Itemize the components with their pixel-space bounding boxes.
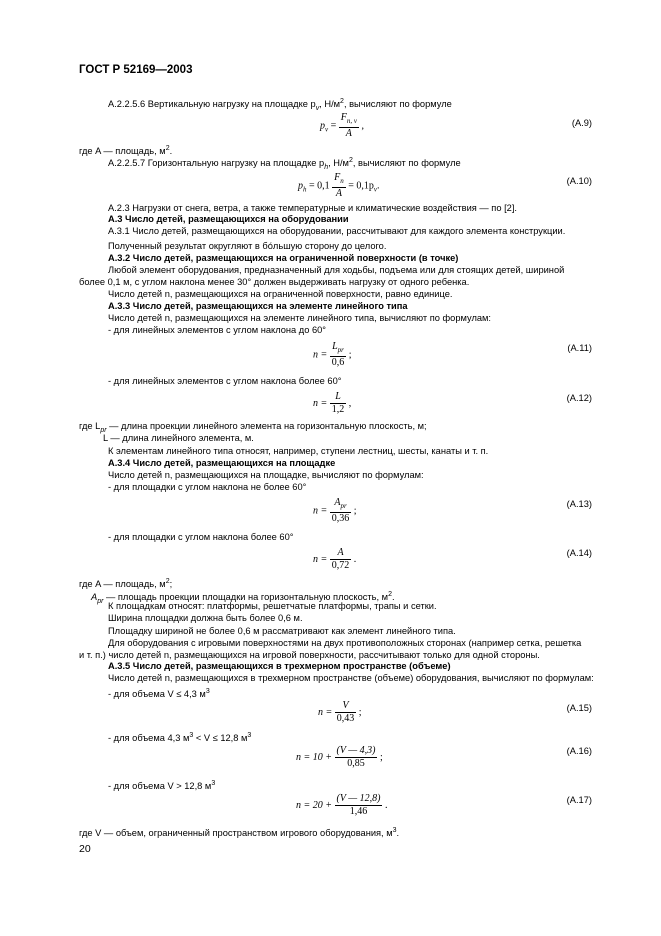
equation-number: (А.11) xyxy=(567,343,592,353)
list-item-volume-small: - для объема V ≤ 4,3 $м^3$ xyxy=(108,688,210,700)
formula-a16: n = 10 + $\frac{(V — 4,3)}{0,85}$ ; xyxy=(296,745,383,769)
list-item-platform-over-60: - для площадки с углом наклона более 60° xyxy=(108,532,294,542)
equation-number: (А.17) xyxy=(566,795,592,805)
equation-number: (А.16) xyxy=(566,746,592,756)
definition-lpr: где $L_{pr}$ — длина проекции линейного элемента на горизонтальную плоскость, м; xyxy=(79,421,427,434)
para-platform-types: К площадкам относят: платформы, решетчатые платформы, трапы и сетки. xyxy=(108,601,437,611)
formula-a11: n = $L_{pr}$ 0,6 ; xyxy=(313,341,352,368)
para-platform-width: Ширина площадки должна быть более 0,6 м. xyxy=(108,613,303,623)
definition-a: где A — площадь, $м^2$. xyxy=(79,145,173,157)
equation-number: (А.14) xyxy=(566,548,592,558)
equation-number: (А.13) xyxy=(566,499,592,509)
equation-number: (А.15) xyxy=(566,703,592,713)
para-a32-cont: более 0,1 м, с углом наклона менее 30° должен выдерживать нагрузку от одного ребенка. xyxy=(79,277,470,287)
para-a32-n: Число детей n, размещающихся на ограниченной поверхности, равно единице. xyxy=(108,289,453,299)
formula-a17: n = 20 + $\frac{(V — 12,8)}{1,46}$ . xyxy=(296,793,388,817)
para-a31-cont: Полученный результат округляют в бóльшую сторону до целого. xyxy=(108,241,387,251)
formula-a12: n = $\frac{L}{1,2}$ , xyxy=(313,391,352,415)
para-linear-examples: К элементам линейного типа относят, например, ступени лестниц, шесты, канаты и т. п. xyxy=(108,446,489,456)
document-header: ГОСТ Р 52169—2003 xyxy=(79,64,193,76)
para-a2257: А.2.2.5.7 Горизонтальную нагрузку на площадке $p_h$, $Н/м^2$, вычисляют по формуле xyxy=(108,157,461,171)
para-a34: Число детей n, размещающихся на площадке, вычисляют по формулам: xyxy=(108,470,424,480)
formula-a15: n = $\frac{V}{0,43}$ ; xyxy=(318,700,362,724)
list-item-volume-medium: - для объема 4,3 $м^3 < V \le 12,8$ $м^3$ xyxy=(108,732,252,744)
section-heading-a32: А.3.2 Число детей, размещающихся на ограниченной поверхности (в точке) xyxy=(108,253,459,263)
para-two-sided-cont: и т. п.) число детей n, размещающихся на игровой поверхности, рассчитывают только для одной стороны. xyxy=(79,650,540,660)
equation-number: (А.12) xyxy=(566,393,592,403)
definition-a-area: где A — площадь, $м^2$; xyxy=(79,578,173,590)
definition-l: L — длина линейного элемента, м. xyxy=(103,433,254,443)
para-platform-narrow: Площадку шириной не более 0,6 м рассматривают как элемент линейного типа. xyxy=(108,626,456,636)
formula-a10: $p_h = 0,1$ $\frac{F_n}{A}$ = $0,1p_v$. xyxy=(298,172,380,199)
section-heading-a3: А.3 Число детей, размещающихся на оборудовании xyxy=(108,214,349,224)
para-a23: А.2.3 Нагрузки от снега, ветра, а также температурные и климатические воздействия — по [2]. xyxy=(108,203,517,213)
formula-a14: n = $\frac{A}{0,72}$ . xyxy=(313,547,357,571)
page-number: 20 xyxy=(79,843,91,855)
para-a2256: А.2.2.5.6 Вертикальную нагрузку на площадке $p_v$, $Н/м^2$, вычисляют по формуле xyxy=(108,98,452,112)
list-item-volume-large: - для объема V > 12,8 $м^3$ xyxy=(108,780,216,792)
para-two-sided: Для оборудования с игровыми поверхностями на двух противоположных сторонах (например сетка, решетка xyxy=(108,638,582,648)
definition-v: где V — объем, ограниченный пространством игрового оборудования, $м^3$. xyxy=(79,827,400,839)
formula-a13: n = $A_{pr}$ 0,36 ; xyxy=(313,497,357,524)
para-a35: Число детей n, размещающихся в трехмерном пространстве (объеме) оборудования, вычисляют по формулам: xyxy=(108,673,594,683)
equation-number: (А.9) xyxy=(571,118,592,128)
para-a33: Число детей n, размещающихся на элементе линейного типа, вычисляют по формулам: xyxy=(108,313,492,323)
para-a32: Любой элемент оборудования, предназначенный для ходьбы, подъема или для стоящих детей, шириной xyxy=(108,265,565,275)
list-item-platform-60: - для площадки с углом наклона не более 60° xyxy=(108,482,307,492)
formula-a9: $p_v$ = $\frac{F_{n, v}}{A}$ , xyxy=(320,112,364,139)
list-item-linear-60: - для линейных элементов с углом наклона до 60° xyxy=(108,325,327,335)
definition-apr: $A_{pr}$ — площадь проекции площадки на горизонтальную плоскость, $м^2$. xyxy=(91,591,395,605)
section-heading-a35: А.3.5 Число детей, размещающихся в трехмерном пространстве (объеме) xyxy=(108,661,451,671)
section-heading-a33: А.3.3 Число детей, размещающихся на элементе линейного типа xyxy=(108,301,408,311)
equation-number: (А.10) xyxy=(566,176,592,186)
list-item-linear-over-60: - для линейных элементов с углом наклона более 60° xyxy=(108,376,342,386)
para-a31: А.3.1 Число детей, размещающихся на оборудовании, рассчитывают для каждого элемента конструкции. xyxy=(108,226,566,236)
section-heading-a34: А.3.4 Число детей, размещающихся на площадке xyxy=(108,458,336,468)
